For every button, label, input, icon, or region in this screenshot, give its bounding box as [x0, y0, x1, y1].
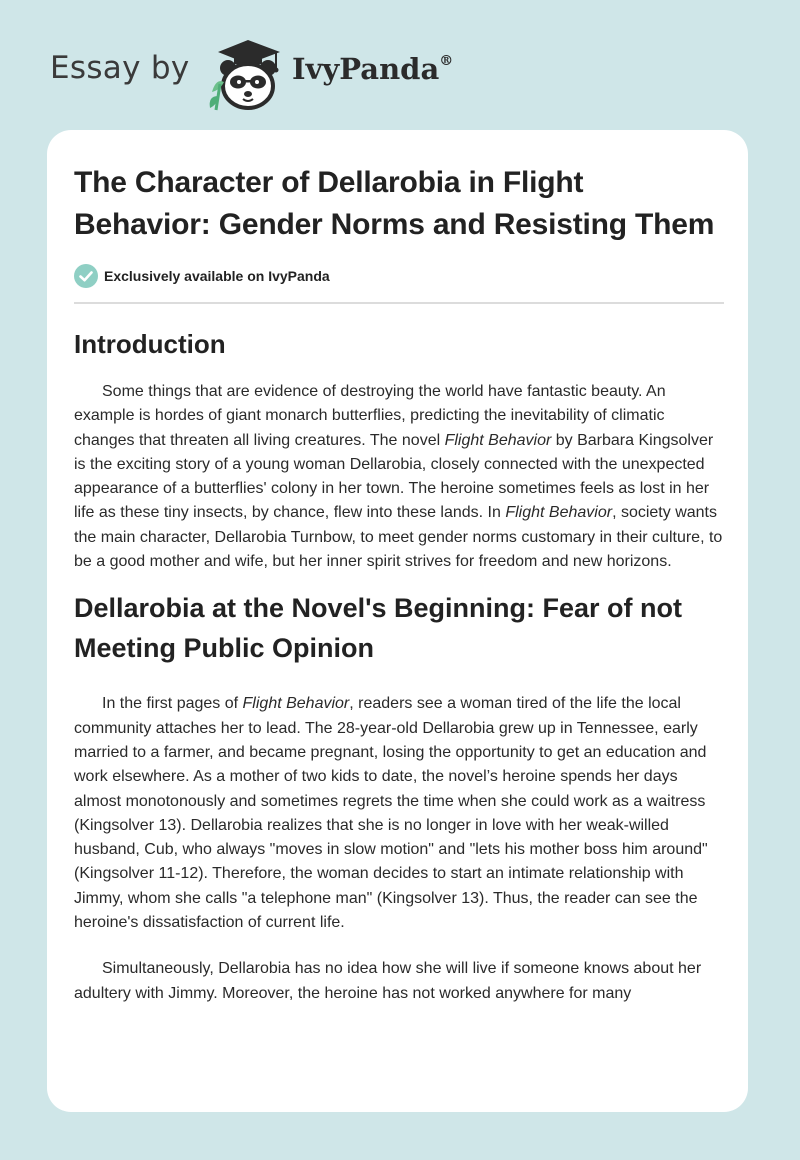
- article-title: The Character of Dellarobia in Flight Behavior: Gender Norms and Resisting Them: [74, 166, 715, 241]
- paragraph: [74, 380, 724, 574]
- section-heading-beginning: Dellarobia at the Novel's Beginning: Fear of not Meeting Public Opinion: [74, 593, 682, 664]
- check-circle-icon: [74, 264, 98, 288]
- book-title-text: Flight Behavior: [505, 504, 613, 522]
- divider: [74, 302, 724, 304]
- paragraph-text: , readers see a woman tired of the life the local community attaches her to lead. The 28-year-old Dellarobia grew up in Tennessee, early married to a farmer, and became pregnant, losing the opportunity to get an education and work elsewhere. As a mother of two kids to date, the novel’s heroine spends her days almost monotonously and sometimes regrets the time when she could work as a waitress (Kingsolver 13). Dellarobia realizes that she is no longer in love with her weak-willed husband, Cub, who always "moves in slow motion" and "lets his mother boss him around" (Kingsolver 11-12). Therefore, the woman decides to start an intimate relationship with Jimmy, whom she calls "a telephone man" (Kingsolver 13). Thus, the reader can see the heroine's dissatisfaction of current life.: [74, 695, 708, 932]
- brand-prefix: Essay by: [50, 50, 190, 86]
- panda-graduate-icon: [200, 34, 290, 114]
- brand-name: IvyPanda®: [292, 52, 454, 86]
- article-card: [47, 130, 748, 1112]
- book-title-text: Flight Behavior: [444, 431, 552, 449]
- exclusive-badge: [74, 264, 724, 288]
- exclusive-badge-text: Exclusively available on IvyPanda: [104, 268, 330, 284]
- paragraph-text: Some things that are evidence of destroying the world have fantastic beauty. An example is hordes of giant monarch butterflies, predicting the inevitability of climatic changes that threaten all living creatures. The novel: [74, 383, 666, 449]
- brand-header[interactable]: [50, 30, 470, 120]
- section-heading-introduction: Introduction: [74, 329, 226, 359]
- paragraph-text: by Barbara Kingsolver is the exciting story of a young woman Dellarobia, closely connected with the unexpected appearance of a butterflies' colony in her town. The heroine sometimes feels as lost in her life as these tiny insects, by chance, flew into these lands. In: [74, 431, 714, 522]
- paragraph-text: , society wants the main character, Dellarobia Turnbow, to meet gender norms customary in their culture, to be a good mother and wife, but her inner spirit strives for freedom and new horizons.: [74, 504, 723, 571]
- paragraph: [74, 957, 724, 1006]
- paragraph-text: In the first pages of: [102, 695, 243, 713]
- paragraph-text: Simultaneously, Dellarobia has no idea how she will live if someone knows about her adultery with Jimmy. Moreover, the heroine has not worked anywhere for many: [74, 960, 702, 1002]
- book-title-text: Flight Behavior: [242, 695, 350, 713]
- paragraph: [74, 692, 724, 935]
